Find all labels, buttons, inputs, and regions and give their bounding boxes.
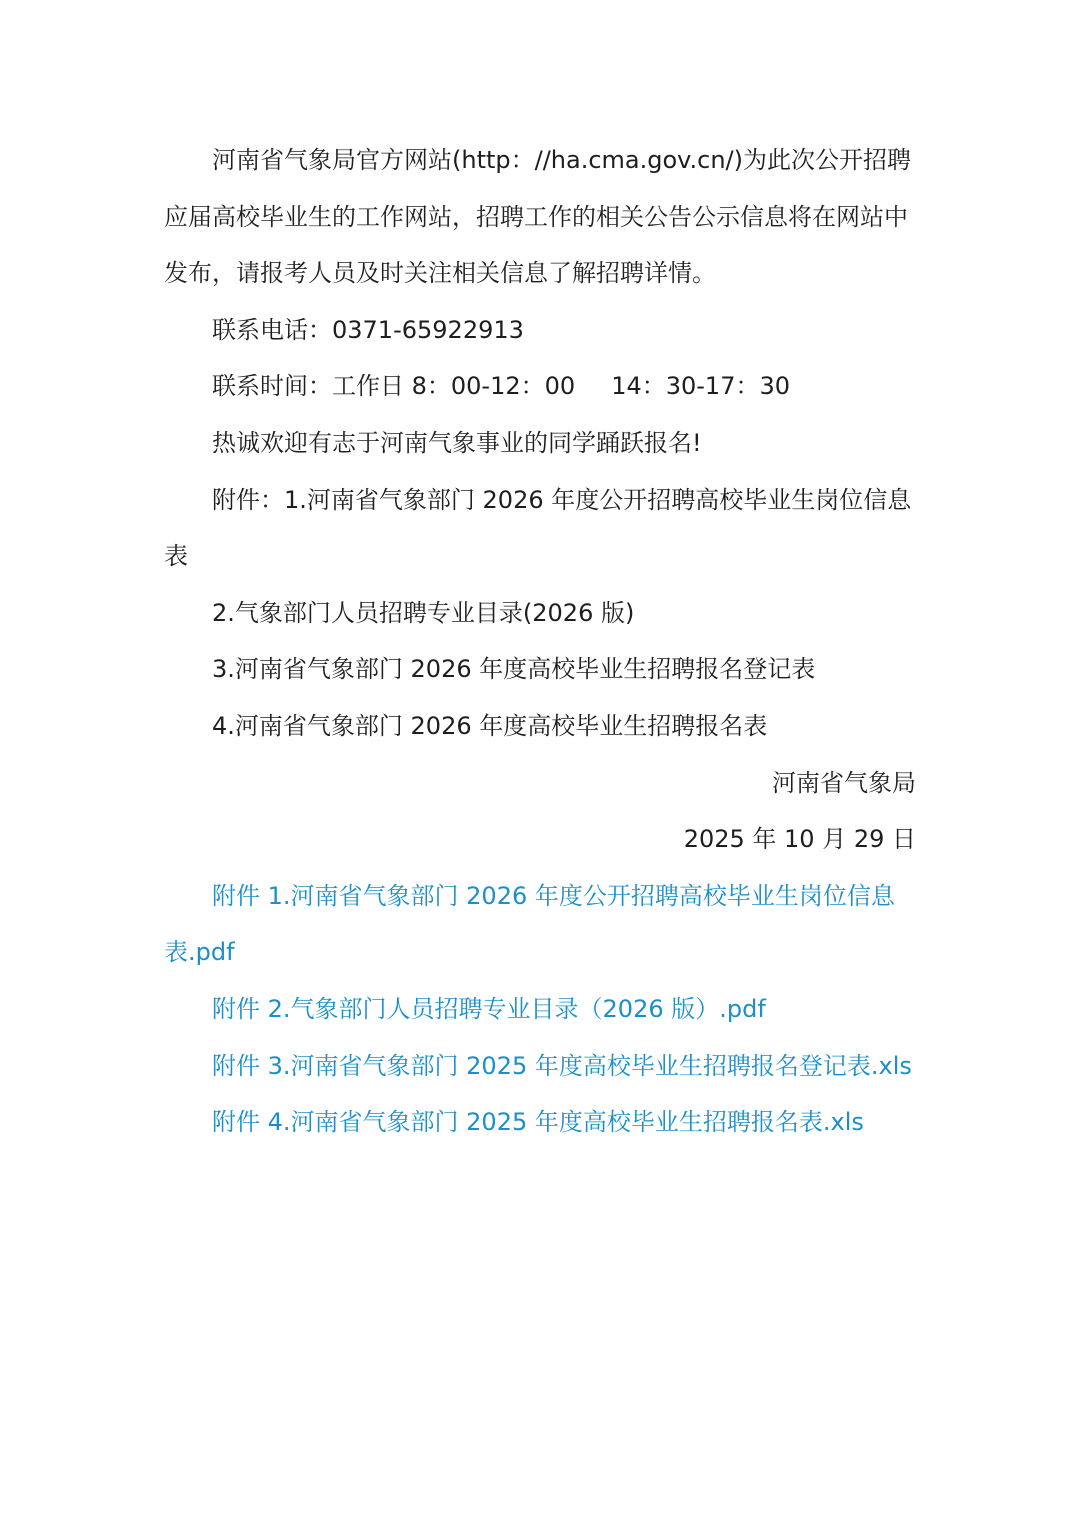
- download-link-row: [164, 981, 916, 1038]
- download-link-row: [164, 868, 916, 981]
- contact-hours-morning: 联系时间：工作日 8：00-12：00: [212, 372, 576, 401]
- contact-hours-afternoon: 14：30-17：30: [611, 372, 791, 401]
- attachment-1-download-link[interactable]: 附件 1.河南省气象部门 2026 年度公开招聘高校毕业生岗位信息表.pdf: [164, 881, 895, 967]
- signature-organization: 河南省气象局: [772, 768, 916, 797]
- attachment-3-download-link[interactable]: 附件 3.河南省气象部门 2025 年度高校毕业生招聘报名登记表.xls: [212, 1051, 912, 1080]
- contact-phone: 联系电话：0371-65922913: [212, 315, 524, 344]
- attachment-2-download-link[interactable]: 附件 2.气象部门人员招聘专业目录（2026 版）.pdf: [212, 994, 766, 1023]
- website-paragraph: 河南省气象局官方网站(http：//ha.cma.gov.cn/)为此次公开招聘应届高校毕业生的工作网站，招聘工作的相关公告公示信息将在网站中发布，请报考人员及时关注相关信息了解招聘详情。: [164, 146, 911, 288]
- download-link-row: [164, 1038, 916, 1095]
- document-body: [164, 132, 916, 1151]
- attachment-list-item-3: 3.河南省气象部门 2026 年度高校毕业生招聘报名登记表: [212, 655, 816, 684]
- download-link-row: [164, 1094, 916, 1151]
- welcome-text: 热诚欢迎有志于河南气象事业的同学踊跃报名!: [212, 428, 702, 457]
- signature-date: 2025 年 10 月 29 日: [683, 825, 916, 854]
- attachment-list-item-2: 2.气象部门人员招聘专业目录(2026 版): [212, 598, 635, 627]
- attachment-list-item-1: 附件：1.河南省气象部门 2026 年度公开招聘高校毕业生岗位信息表: [164, 485, 912, 571]
- attachment-4-download-link[interactable]: 附件 4.河南省气象部门 2025 年度高校毕业生招聘报名表.xls: [212, 1108, 864, 1137]
- attachment-list-item-4: 4.河南省气象部门 2026 年度高校毕业生招聘报名表: [212, 711, 768, 740]
- contact-hours: [164, 358, 916, 415]
